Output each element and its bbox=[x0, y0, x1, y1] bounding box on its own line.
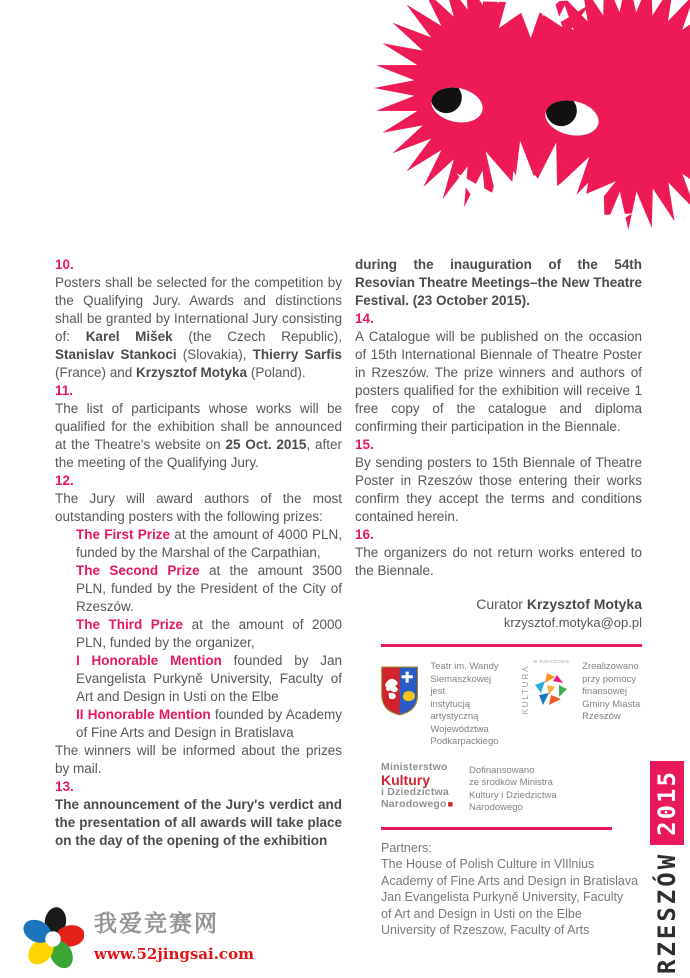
mask-icon bbox=[370, 0, 690, 248]
paragraph: The announcement of the Jury's verdict and the presentation of all awards will take place on the day of the opening of the exhibition bbox=[55, 797, 342, 848]
text-line: Teatr im. Wandy bbox=[430, 661, 499, 672]
divider-rule-bottom bbox=[381, 827, 612, 830]
text-line: Podkarpackiego bbox=[430, 736, 499, 747]
watermark-text bbox=[94, 905, 254, 963]
kultura-logo-top-label: W RZESZOWIE bbox=[533, 659, 570, 664]
text-line: finansowej bbox=[582, 686, 628, 697]
text-line: Zrealizowano bbox=[582, 661, 639, 672]
curator-line bbox=[355, 594, 642, 614]
text-line: instytucją artystyczną bbox=[430, 698, 479, 722]
curator-block bbox=[355, 594, 642, 632]
text-line: Gminy Miasta bbox=[582, 698, 641, 710]
credits-block bbox=[381, 644, 642, 939]
text-line: The House of Polish Culture in VlIlnius bbox=[381, 857, 595, 871]
credits-row-1 bbox=[381, 658, 642, 749]
prize-item: The Third Prize at the amount of 2000 PLN, funded by the organizer, bbox=[76, 617, 343, 650]
paragraph: during the inauguration of the 54th Resovian Theatre Meetings–the New Theatre Festival. (23 October 2015). bbox=[355, 257, 642, 308]
prize-item: II Honorable Mention founded by Academy of Fine Arts and Design in Bratislava bbox=[76, 707, 342, 740]
city-funding-credit-text bbox=[582, 658, 642, 724]
ministry-logo-red-dot: ■ bbox=[447, 798, 454, 809]
kultura-pinwheel-icon bbox=[529, 667, 569, 711]
text-line: Kultury i Dziedzictwa bbox=[469, 789, 557, 801]
section-number: 11. bbox=[55, 383, 74, 398]
text-line: Województwa bbox=[430, 723, 489, 735]
partners-list bbox=[381, 840, 642, 939]
rzeszow-2015-banner bbox=[649, 766, 685, 974]
partners-label: Partners: bbox=[381, 840, 432, 855]
prize-item: I Honorable Mention founded by Jan Evangelista Purkyně University, Faculty of Art and Design in Usti on the Elbe bbox=[76, 653, 343, 704]
text-line: Jan Evangelista Purkyně University, Faculty bbox=[381, 890, 624, 904]
section-number: 16. bbox=[355, 527, 374, 542]
ministry-logo-line: Ministerstwo bbox=[381, 760, 448, 773]
text-line: przy pomocy bbox=[582, 673, 637, 685]
ministry-logo bbox=[381, 762, 459, 811]
text-line: University of Rzeszow, Faculty of Arts bbox=[381, 923, 590, 937]
paragraph: The winners will be informed about the prizes by mail. bbox=[55, 743, 342, 776]
partners-items bbox=[381, 856, 642, 939]
curator-email: krzysztof.motyka@op.pl bbox=[503, 615, 642, 630]
podkarpackie-coat-of-arms-icon bbox=[381, 658, 418, 724]
watermark bbox=[22, 905, 254, 971]
divider-rule-top bbox=[381, 644, 642, 647]
credits-row-2 bbox=[381, 762, 642, 815]
paragraph: The list of participants whose works will be qualified for the exhibition shall be announced at the Theatre's website on 25 Oct. 2015, after the meeting of the Qualifying Jury. bbox=[55, 401, 342, 470]
curator-name: Krzysztof Motyka bbox=[526, 596, 642, 612]
text-line: Rzeszów bbox=[582, 711, 621, 722]
teatr-credit-text bbox=[430, 658, 508, 749]
theatre-mask-graphic bbox=[370, 0, 690, 248]
watermark-flower-icon bbox=[22, 905, 84, 971]
column-left bbox=[55, 256, 342, 850]
paragraph: The organizers do not return works entered to the Biennale. bbox=[355, 545, 642, 578]
curator-label: Curator bbox=[476, 596, 527, 612]
text-line: Dofinansowano bbox=[469, 764, 535, 776]
ministry-credit-text bbox=[469, 762, 589, 815]
text-line: ze środków Ministra bbox=[469, 777, 553, 788]
text-line: of Art and Design in Usti on the Elbe bbox=[381, 906, 582, 921]
watermark-site-url: www.52jingsai.com bbox=[94, 945, 254, 963]
prize-item: The Second Prize at the amount 3500 PLN, funded by the President of the City of Rzeszów. bbox=[76, 563, 342, 614]
ministry-logo-line: Narodowego■ bbox=[381, 797, 454, 810]
banner-year-badge: 2015 bbox=[650, 761, 684, 845]
section-number: 10. bbox=[55, 257, 74, 272]
section-number: 12. bbox=[55, 473, 74, 488]
ministry-logo-line: i Dziedzictwa bbox=[381, 786, 449, 798]
watermark-site-name: 我爱竞赛网 bbox=[94, 910, 219, 936]
text-line: Narodowego bbox=[469, 802, 523, 813]
paragraph: A Catalogue will be published on the occasion of 15th International Biennale of Theatre Poster in Rzeszów. The prize winners and authors of posters qualified for the exhibition will receive 1 free copy of the catalogue and diploma confirming their participation in the Biennale. bbox=[355, 329, 642, 434]
paragraph: The Jury will award authors of the most outstanding posters with the following prizes: bbox=[55, 491, 342, 524]
text-line: Academy of Fine Arts and Design in Bratislava bbox=[381, 873, 639, 888]
ministry-logo-line: Kultury bbox=[381, 772, 430, 788]
kultura-logo-vertical-label: KULTURA bbox=[520, 665, 531, 715]
prize-item: The First Prize at the amount of 4000 PLN, funded by the Marshal of the Carpathian, bbox=[76, 527, 342, 560]
section-number: 13. bbox=[55, 779, 74, 794]
section-number: 14. bbox=[355, 311, 374, 326]
text-line: Siemaszkowej jest bbox=[430, 673, 492, 697]
paragraph: Posters shall be selected for the competition by the Qualifying Jury. Awards and distinctions shall be granted by International Jury consisting of: Karel Mišek (the Czech Republic), Stanislav Stankoci (Slovakia), Thierry Sarfis (France) and Krzysztof Motyka (Poland). bbox=[55, 275, 342, 380]
column-right bbox=[355, 256, 642, 939]
kultura-logo bbox=[520, 658, 570, 720]
paragraph: By sending posters to 15th Biennale of Theatre Poster in Rzeszów those entering their works confirm they accept the terms and conditions contained herein. bbox=[355, 455, 642, 524]
banner-city-label: RZESZÓW bbox=[653, 851, 681, 974]
column-right-sections bbox=[355, 256, 642, 580]
section-number: 15. bbox=[355, 437, 374, 452]
